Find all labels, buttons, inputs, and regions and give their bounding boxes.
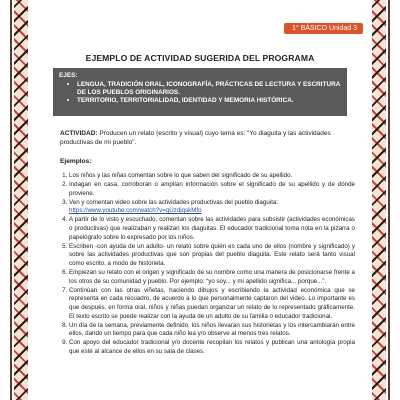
ejes-list xyxy=(59,81,341,106)
list-item-text: Ven y comentan video sobre las actividades productivas del pueblo diaguita: xyxy=(69,198,279,206)
list-item: 1. Los niños y las niñas comentan sobre lo que saben del significado de su apellido. xyxy=(69,172,355,181)
examples-list xyxy=(60,172,355,357)
list-item: 2. Indagan en casa, corroboran o amplían información sobre el significado de su apellido y de dónde proviene. xyxy=(69,181,355,198)
page-title: EJEMPLO DE ACTIVIDAD SUGERIDA DEL PROGRAMA xyxy=(85,53,315,63)
list-item: 4. A partir de lo visto y escuchado, comentan sobre las actividades para subsistir (actividades económicas o productivas) que realizaban y realizan los diaguitas. El educador tradicional toma nota en la pizarra o papelógrafo sobre lo expresado por los niños. xyxy=(69,216,355,242)
unit-tag: 1° BÁSICO Unidad 3 xyxy=(284,23,363,34)
ejes-label: EJES: xyxy=(59,72,78,79)
list-item: 9. Con apoyo del educador tradicional y/o docente recopilan los relatos y publican una antología propia que esté al alcance de ellos en su sala de clases. xyxy=(69,339,355,356)
list-item xyxy=(69,199,355,216)
activity-paragraph xyxy=(60,130,346,147)
activity-text: Producen un relato (escrito y visual) cuyo tema es: “Yo diaguita y las actividades productivas de mi pueblo”. xyxy=(60,130,331,146)
ejes-item: • TERRITORIO, TERRITORIALIDAD, IDENTIDAD Y MEMORIA HISTÓRICA. xyxy=(77,97,341,105)
list-item: 6. Empiezan su relato con el origen y significado de su nombre como una manera de posicionarse frente a los otros de su comunidad y pueblo. Por ejemplo: “yo soy... y mi apellido significa... porque...”. xyxy=(69,269,355,286)
list-item: 5. Escriben -con ayuda de un adulto- un relato sobre quién es cada uno de ellos (nombre y significado) y sobre las actividades productivas que son propias del pueblo diaguita. Este relato será tanto visual como escrito, a modo de historieta. xyxy=(69,243,355,269)
ejes-box xyxy=(53,68,347,116)
examples-label: Ejemplos: xyxy=(60,158,92,165)
list-item: 7. Continúan con las otras viñetas, haciendo dibujos y escribiendo la actividad económica que se representa en cada recuadro, de acuerdo a lo que personalmente captaron del video. Lo importante es que después, en forma oral, niños y niñas puedan organizar un relato de lo representado gráficamente. El texto escrito se puede realizar con la ayuda de un adulto de su familia o educador tradicional. xyxy=(69,287,355,321)
list-item: 8. Un día de la semana, previamente definido, los niños llevarán sus historietas y los intercambiarán entre ellos, dando un tiempo para que cada niño lea y/o observe al menos tres relatos. xyxy=(69,322,355,339)
activity-label: ACTIVIDAD: xyxy=(60,130,98,137)
video-link[interactable]: https://www.youtube.com/watch?v=qUzdjqskMfo xyxy=(69,207,202,215)
ejes-item: • LENGUA, TRADICIÓN ORAL, ICONOGRAFÍA, PRÁCTICAS DE LECTURA Y ESCRITURA DE LOS PUEBLOS ORIGINARIOS. xyxy=(77,81,341,97)
